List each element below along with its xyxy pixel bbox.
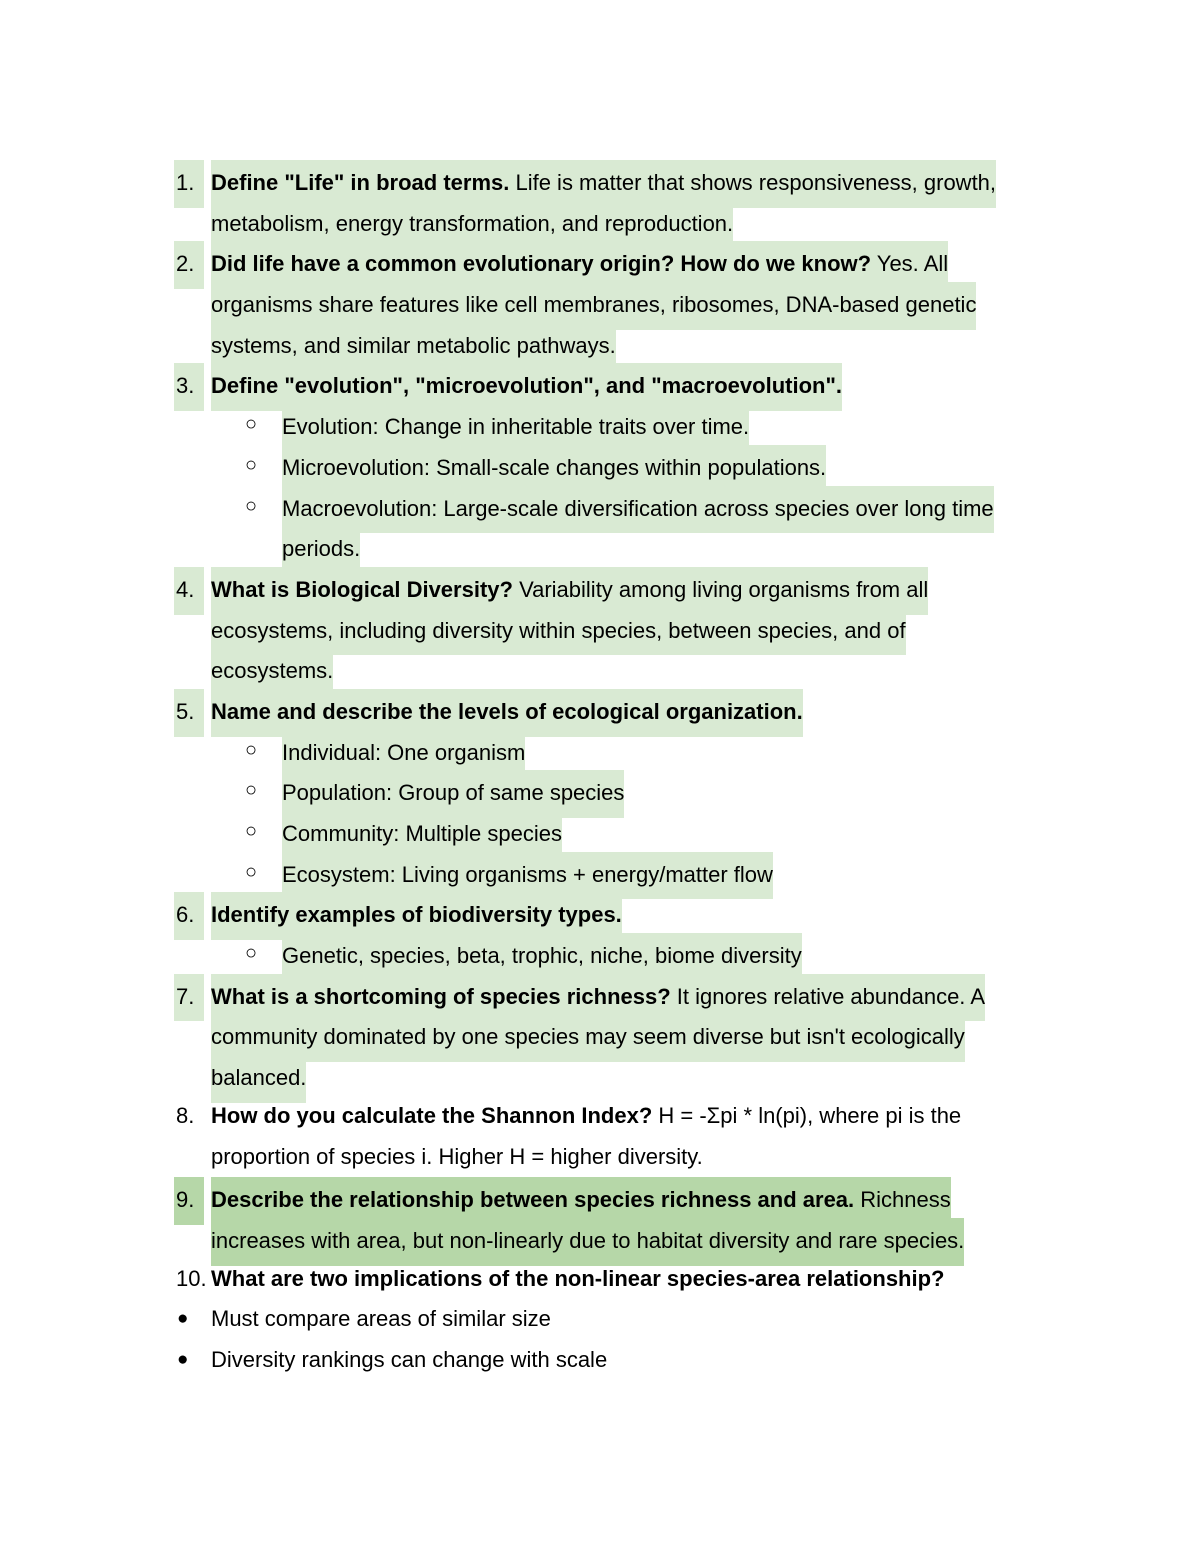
bullet-text: Must compare areas of similar size [211,1306,551,1332]
item-answer: community dominated by one species may seem diverse but isn't ecologically [211,1014,965,1062]
item-answer: H = -Σpi * ln(pi), where pi is the [652,1102,962,1128]
filled-bullet-icon: ● [177,1308,189,1330]
item-number: 1. [174,160,204,208]
item-answer: increases with area, but non-linearly due to habitat diversity and rare species. [211,1218,964,1266]
item-answer: proportion of species i. Higher H = higher diversity. [211,1143,703,1169]
circle-bullet-icon: ○ [245,413,258,436]
circle-bullet-icon: ○ [245,820,258,842]
item-question: Name and describe the levels of ecological organization. [211,698,803,724]
list-item-4-line-3 [0,648,1200,689]
item-number: 6. [174,892,204,940]
sub-item [0,811,1200,852]
item-number: 8. [176,1102,195,1128]
item-answer: balanced. [211,1055,306,1103]
sub-item [0,445,1200,486]
sub-item-text: Evolution: Change in inheritable traits over time. [282,404,749,452]
item-number: 7. [174,974,204,1022]
list-item-9-line-2 [0,1218,1200,1259]
item-text [211,1096,961,1137]
sub-item-continuation [0,526,1200,567]
list-item-4-line-2 [0,608,1200,649]
item-answer: Variability among living organisms from all [512,576,929,602]
item-answer: Yes. All [871,251,949,277]
sub-item-text: Macroevolution: Large-scale diversification across species over long time [282,486,994,534]
list-item-4-line-1 [0,567,1200,608]
list-item-1-line-2 [0,201,1200,242]
list-item-2-line-2 [0,282,1200,323]
sub-item-text: Community: Multiple species [282,811,562,859]
item-number: 3. [174,363,204,411]
item-question: How do you calculate the Shannon Index? [211,1102,653,1128]
bullet-item [0,1340,1200,1381]
item-number: 10. [176,1265,207,1291]
list-item-9-line-1 [0,1177,1200,1218]
item-question: What are two implications of the non-linear species-area relationship? [211,1265,945,1291]
item-number: 2. [174,241,204,289]
item-question: Define "Life" in broad terms. [211,170,510,195]
list-item-2-line-1 [0,241,1200,282]
item-answer: ecosystems. [211,648,333,696]
sub-item [0,404,1200,445]
list-item-7-line-2 [0,1014,1200,1055]
sub-item [0,730,1200,771]
circle-bullet-icon: ○ [245,738,258,761]
sub-item-text: Individual: One organism [282,730,525,778]
item-question: Identify examples of biodiversity types. [211,902,622,928]
sub-item-text: periods. [282,526,360,574]
sub-item [0,852,1200,893]
item-answer: Life is matter that shows responsiveness, growth, [509,170,997,195]
list-item-8-line-1 [0,1096,1200,1137]
list-item-7-line-3 [0,1055,1200,1096]
item-answer: metabolism, energy transformation, and reproduction. [211,201,733,249]
item-question: Describe the relationship between species richness and area. [211,1187,855,1213]
circle-bullet-icon: ○ [245,860,258,883]
sub-item-text: Population: Group of same species [282,770,624,818]
bullet-item [0,1299,1200,1340]
item-number: 4. [174,567,204,615]
list-item-1-line-1 [0,160,1200,201]
list-item-6-line-1 [0,892,1200,933]
sub-item [0,933,1200,974]
list-item-3-line-1 [0,363,1200,404]
item-answer: organisms share features like cell membranes, ribosomes, DNA-based genetic [211,282,976,330]
item-question: What is a shortcoming of species richness? [211,983,671,1009]
item-question: Define "evolution", "microevolution", and "macroevolution". [211,373,842,399]
item-question: What is Biological Diversity? [211,576,513,602]
list-item-7-line-1 [0,974,1200,1015]
list-item-5-line-1 [0,689,1200,730]
item-question: Did life have a common evolutionary origin? How do we know? [211,251,872,277]
filled-bullet-icon: ● [177,1348,189,1370]
sub-item-text: Ecosystem: Living organisms + energy/matter flow [282,852,773,900]
sub-item [0,486,1200,527]
list-item-8-line-2 [0,1137,1200,1178]
circle-bullet-icon: ○ [245,942,258,965]
sub-item-text: Genetic, species, beta, trophic, niche, biome diversity [282,933,802,981]
sub-item [0,770,1200,811]
list-item-10-line-1 [0,1259,1200,1300]
sub-item-text: Microevolution: Small-scale changes within populations. [282,445,826,493]
item-answer: ecosystems, including diversity within species, between species, and of [211,608,906,656]
list-item-2-line-3 [0,323,1200,364]
document-page [0,160,1200,1381]
item-answer: It ignores relative abundance. A [670,983,985,1009]
bullet-text: Diversity rankings can change with scale [211,1346,608,1372]
circle-bullet-icon: ○ [245,453,258,476]
item-number: 5. [174,689,204,737]
item-text [211,1259,944,1300]
item-answer: Richness [854,1187,951,1213]
item-number: 9. [174,1177,204,1225]
circle-bullet-icon: ○ [245,779,258,802]
circle-bullet-icon: ○ [245,494,258,517]
item-answer: systems, and similar metabolic pathways. [211,323,616,371]
